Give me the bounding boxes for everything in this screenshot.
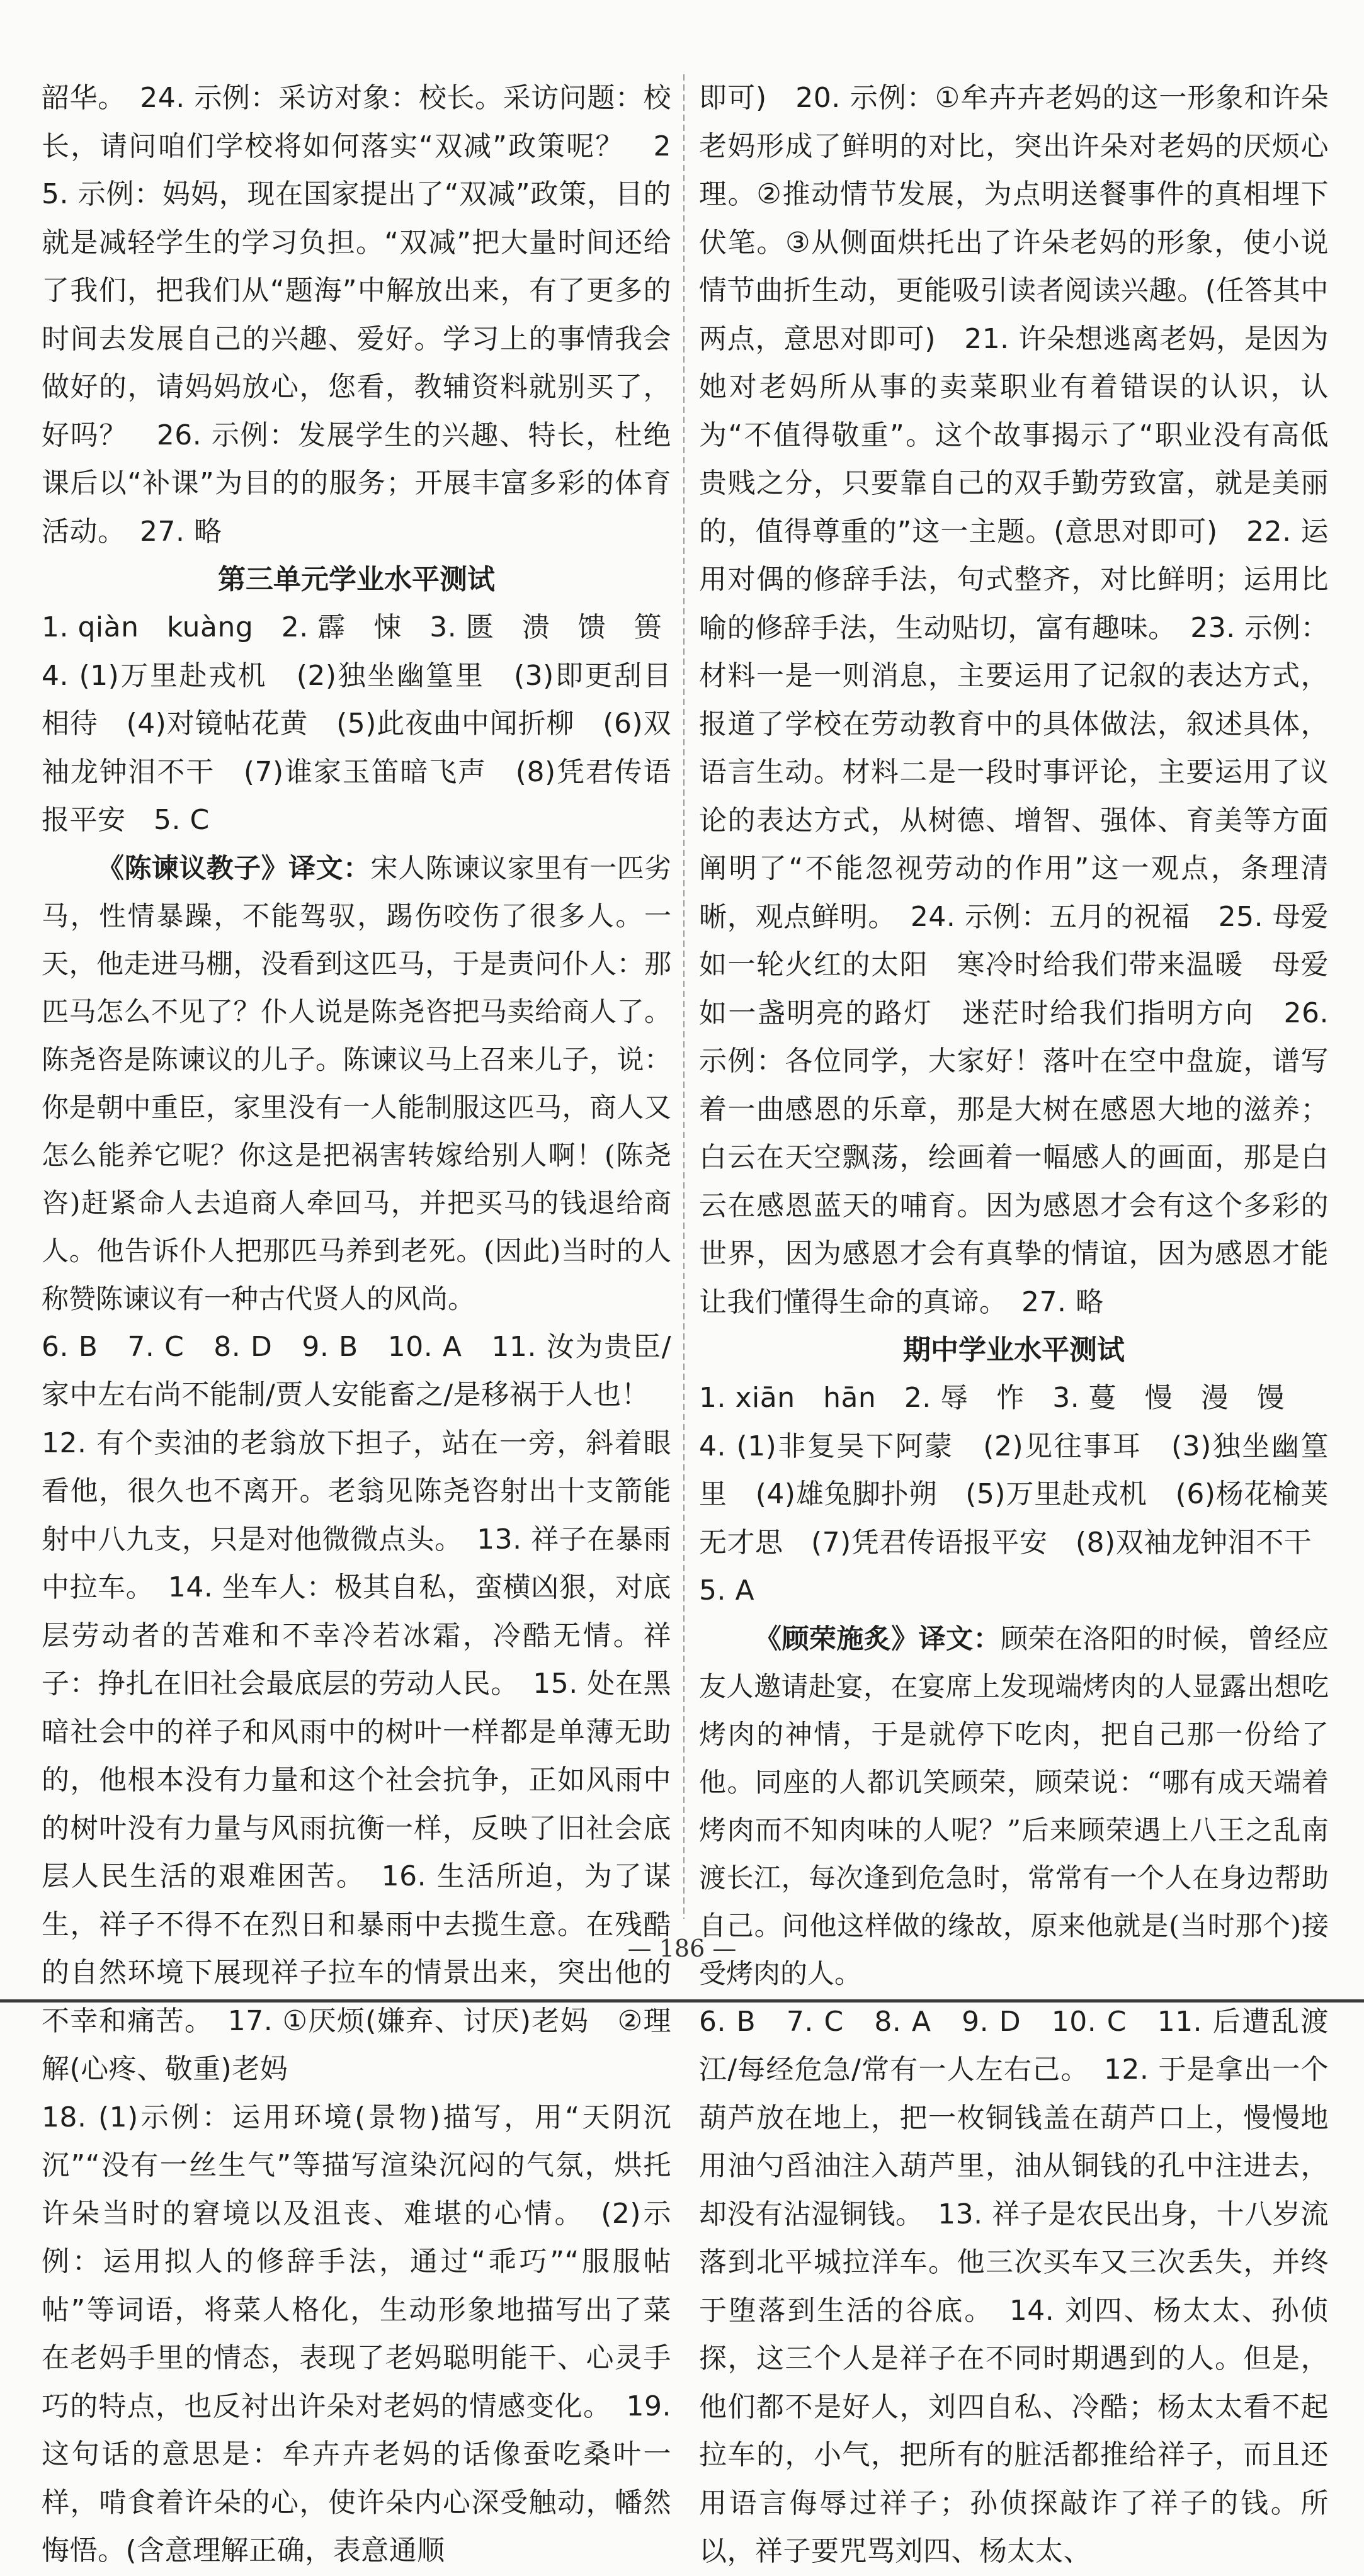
answer-block: 1. qiàn kuàng 2. 霹 悚 3. 匮 溃 馈 篑 [42,611,662,643]
translation-title: 《顾荣施炙》译文： [754,1623,1001,1655]
page-number: — 186 — [627,1935,737,1962]
translation-block [42,845,671,1323]
answer-block: 4. (1)万里赴戎机 (2)独坐幽篁里 (3)即更刮目相待 (4)对镜帖花黄 (5)此夜曲中闻折柳 (6)双袖龙钟泪不干 (7)谁家玉笛暗飞声 (8)凭君传语报平安 5. C [42,659,671,836]
right-column [699,74,1329,2576]
left-column [42,74,671,2575]
section-title: 期中学业水平测试 [903,1334,1125,1366]
translation-body: 宋人陈谏议家里有一匹劣马，性情暴躁，不能驾驭，踢伤咬伤了很多人。一天，他走进马棚，没看到这匹马，于是责问仆人：那匹马怎么不见了？仆人说是陈尧咨把马卖给商人了。陈尧咨是陈谏议的儿子。陈谏议马上召来儿子，说：你是朝中重臣，家里没有一人能制服这匹马，商人又怎么能养它呢？你这是把祸害转嫁给别人啊！(陈尧咨)赶紧命人去追商人牵回马，并把买马的钱退给商人。他告诉仆人把那匹马养到老死。(因此)当时的人称赞陈谏议有一种古代贤人的风尚。 [42,852,671,1315]
answer-block: 18. (1)示例：运用环境(景物)描写，用“天阴沉沉”“没有一丝生气”等描写渲染沉闷的气氛，烘托许朵当时的窘境以及沮丧、难堪的心情。 (2)示例：运用拟人的修辞手法，通过“乖巧”“服服帖帖”等词语，将菜人格化，生动形象地描写出了菜在老妈手里的情态，表现了老妈聪明能干、心灵手巧的特点，也反衬出许朵对老妈的情感变化。 19. 这句话的意思是：牟卉卉老妈的话像蚕吃桑叶一样，啃食着许朵的心，使许朵内心深受触动，幡然悔悟。(含意理解正确，表意通顺 [42,2101,671,2567]
answer-block: 1. xiān hān 2. 辱 怍 3. 蔓 慢 漫 馒 [699,1382,1285,1414]
section-title: 第三单元学业水平测试 [218,563,495,596]
translation-body: 顾荣在洛阳的时候，曾经应友人邀请赴宴，在宴席上发现端烤肉的人显露出想吃烤肉的神情，于是就停下吃肉，把自己那一份给了他。同座的人都讥笑顾荣，顾荣说：“哪有成天端着烤肉而不知肉味的人呢？”后来顾荣遇上八王之乱南渡长江，每次逢到危急时，常常有一个人在身边帮助自己。问他这样做的缘故，原来他就是(当时那个)接受烤肉的人。 [699,1623,1329,1990]
column-divider [683,74,685,1919]
answer-block: 4. (1)非复吴下阿蒙 (2)见往事耳 (3)独坐幽篁里 (4)雄兔脚扑朔 (5)万里赴戎机 (6)杨花榆荚无才思 (7)凭君传语报平安 (8)双袖龙钟泪不干 [699,1430,1329,1559]
answer-block: 5. A [699,1574,755,1607]
answer-block: 6. B 7. C 8. D 9. B 10. A 11. 汝为贵臣/家中左右尚不能制/贾人安能畜之/是移祸于人也！ [42,1330,671,1411]
answer-block: 6. B 7. C 8. A 9. D 10. C 11. 后遭乱渡江/每经危急/常有一人左右己。 12. 于是拿出一个葫芦放在地上，把一枚铜钱盖在葫芦口上，慢慢地用油勺舀油注入葫芦里，油从铜钱的孔中注进去，却没有沾湿铜钱。 13. 祥子是农民出身，十八岁流落到北平城拉洋车。他三次买车又三次丢失，并终于堕落到生活的谷底。 14. 刘四、杨太太、孙侦探，这三个人是祥子在不同时期遇到的人。但是，他们都不是好人，刘四自私、冷酷；杨太太看不起拉车的，小气，把所有的脏活都推给祥子，而且还用语言侮辱过祥子；孙侦探敲诈了祥子的钱。所以，祥子要咒骂刘四、杨太太、 [699,2005,1329,2567]
answer-block: 韶华。 24. 示例：采访对象：校长。采访问题：校长，请问咱们学校将如何落实“双减”政策呢？ 25. 示例：妈妈，现在国家提出了“双减”政策，目的就是减轻学生的学习负担。“双减”把大量时间还给了我们，把我们从“题海”中解放出来，有了更多的时间去发展自己的兴趣、爱好。学习上的事情我会做好的，请妈妈放心，您看，教辅资料就别买了，好吗？ 26. 示例：发展学生的兴趣、特长，杜绝课后以“补课”为目的的服务；开展丰富多彩的体育活动。 27. 略 [42,82,671,548]
translation-title: 《陈谏议教子》译文： [97,852,371,884]
answer-block: 即可) 20. 示例：①牟卉卉老妈的这一形象和许朵老妈形成了鲜明的对比，突出许朵对老妈的厌烦心理。②推动情节发展，为点明送餐事件的真相埋下伏笔。③从侧面烘托出了许朵老妈的形象，使小说情节曲折生动，更能吸引读者阅读兴趣。(任答其中两点，意思对即可) 21. 许朵想逃离老妈，是因为她对老妈所从事的卖菜职业有着错误的认识，认为“不值得敬重”。这个故事揭示了“职业没有高低贵贱之分，只要靠自己的双手勤劳致富，就是美丽的，值得尊重的”这一主题。(意思对即可) 22. 运用对偶的修辞手法，句式整齐，对比鲜明；运用比喻的修辞手法，生动贴切，富有趣味。 23. 示例：材料一是一则消息，主要运用了记叙的表达方式，报道了学校在劳动教育中的具体做法，叙述具体，语言生动。材料二是一段时事评论，主要运用了议论的表达方式，从树德、增智、强体、育美等方面阐明了“不能忽视劳动的作用”这一观点，条理清晰，观点鲜明。 24. 示例：五月的祝福 25. 母爱如一轮火红的太阳 寒冷时给我们带来温暖 母爱如一盏明亮的路灯 迷茫时给我们指明方向 26. 示例：各位同学，大家好！落叶在空中盘旋，谱写着一曲感恩的乐章，那是大树在感恩大地的滋养；白云在天空飘荡，绘画着一幅感人的画面，那是白云在感恩蓝天的哺育。因为感恩才会有这个多彩的世界，因为感恩才会有真挚的情谊，因为感恩才能让我们懂得生命的真谛。 27. 略 [699,82,1329,1318]
answer-block: 12. 有个卖油的老翁放下担子，站在一旁，斜着眼看他，很久也不离开。老翁见陈尧咨射出十支箭能射中八九支，只是对他微微点头。 13. 祥子在暴雨中拉车。 14. 坐车人：极其自私，蛮横凶狠，对底层劳动者的苦难和不幸冷若冰霜，冷酷无情。祥子：挣扎在旧社会最底层的劳动人民。 15. 处在黑暗社会中的祥子和风雨中的树叶一样都是单薄无助的，他根本没有力量和这个社会抗争，正如风雨中的树叶没有力量与风雨抗衡一样，反映了旧社会底层人民生活的艰难困苦。 16. 生活所迫，为了谋生，祥子不得不在烈日和暴雨中去揽生意。在残酷的自然环境下展现祥子拉车的情景出来，突出他的不幸和痛苦。 17. ①厌烦(嫌弃、讨厌)老妈 ②理解(心疼、敬重)老妈 [42,1426,671,2085]
translation-block [699,1615,1329,1998]
bottom-rule [0,1999,1364,2003]
